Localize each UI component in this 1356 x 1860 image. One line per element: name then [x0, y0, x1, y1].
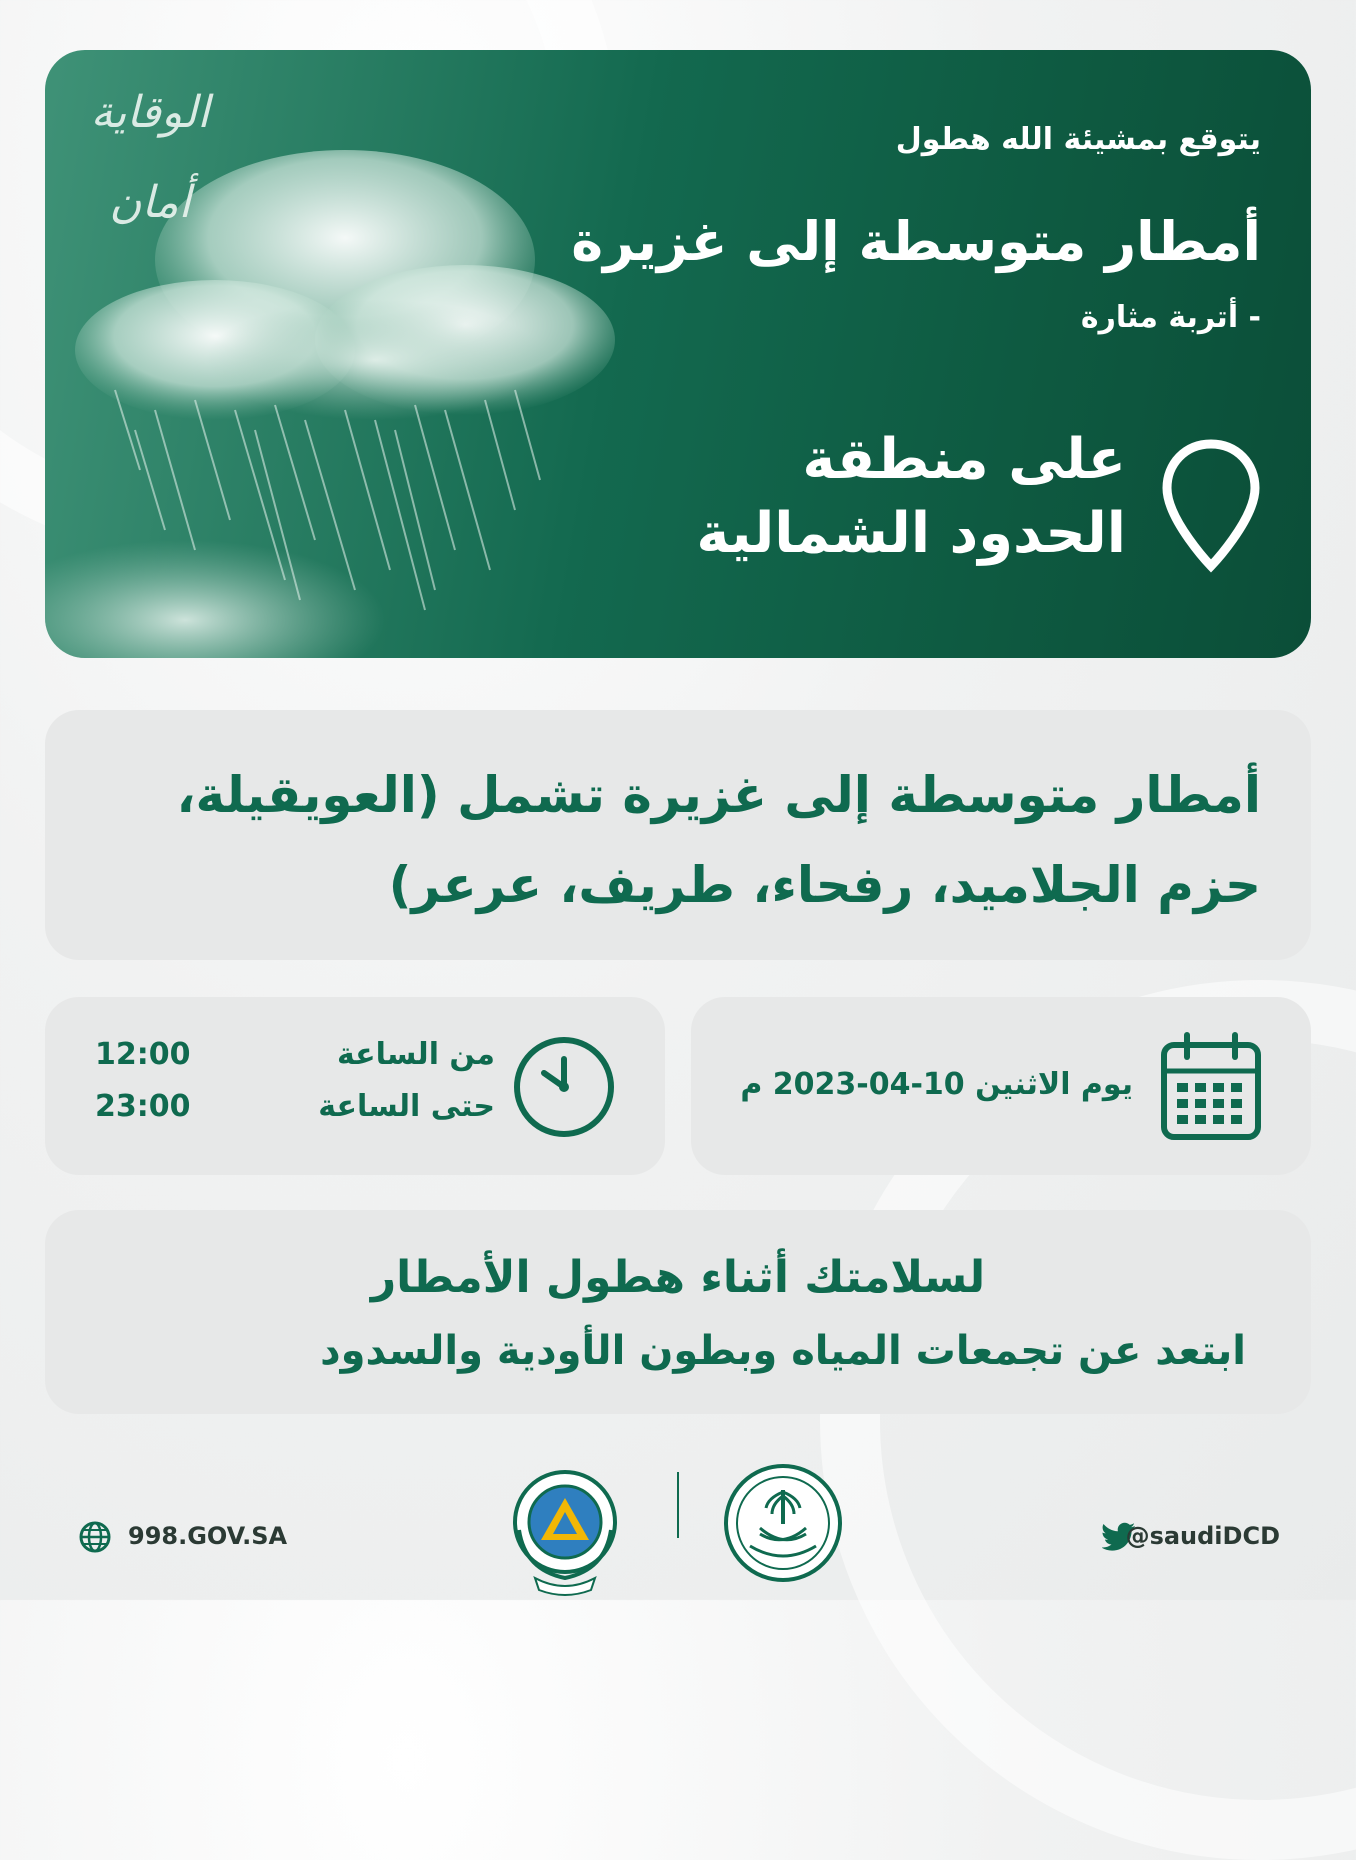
- safety-advice: ابتعد عن تجمعات المياه وبطون الأودية والسدود: [320, 1328, 1246, 1374]
- time-from-value: 12:00: [95, 1037, 191, 1072]
- time-card: [45, 997, 665, 1175]
- forecast-intro: يتوقع بمشيئة الله هطول: [895, 122, 1261, 157]
- website-link[interactable]: 998.GOV.SA: [128, 1522, 288, 1550]
- region-line-1: على منطقة: [802, 427, 1126, 492]
- region-name: الحدود الشمالية: [696, 501, 1126, 566]
- prevention-logo: الوقاية أمان: [90, 87, 210, 228]
- time-to-label: حتى الساعة: [318, 1089, 495, 1124]
- time-to-row: [95, 1089, 495, 1129]
- affected-areas-card: [45, 710, 1311, 960]
- interior-ministry-emblem: [722, 1462, 844, 1584]
- footer-divider: [677, 1472, 679, 1538]
- twitter-handle-link[interactable]: @saudiDCD: [1125, 1522, 1280, 1550]
- forecast-title: أمطار متوسطة إلى غزيرة: [571, 210, 1261, 273]
- safety-title: لسلامتك أثناء هطول الأمطار: [370, 1252, 986, 1303]
- clock-icon: [510, 1033, 618, 1141]
- date-text: يوم الاثنين 10-04-2023 م: [740, 1067, 1133, 1102]
- forecast-subtitle: - أتربة مثارة: [1080, 300, 1261, 335]
- areas-line-2: حزم الجلاميد، رفحاء، طريف، عرعر): [388, 856, 1261, 914]
- time-to-value: 23:00: [95, 1089, 191, 1124]
- hero-banner: [45, 50, 1311, 658]
- location-pin-icon: [1161, 438, 1261, 574]
- safety-card: [45, 1210, 1311, 1414]
- areas-line-1: أمطار متوسطة إلى غزيرة تشمل (العويقيلة،: [176, 766, 1261, 824]
- time-from-label: من الساعة: [336, 1037, 495, 1072]
- time-from-row: [95, 1037, 495, 1077]
- globe-icon: [78, 1520, 112, 1554]
- footer: [0, 1440, 1356, 1600]
- civil-defense-emblem: [505, 1460, 625, 1600]
- region-heading: [696, 425, 1126, 573]
- date-card: [691, 997, 1311, 1175]
- calendar-icon: [1159, 1031, 1263, 1143]
- affected-areas-text: [91, 750, 1261, 930]
